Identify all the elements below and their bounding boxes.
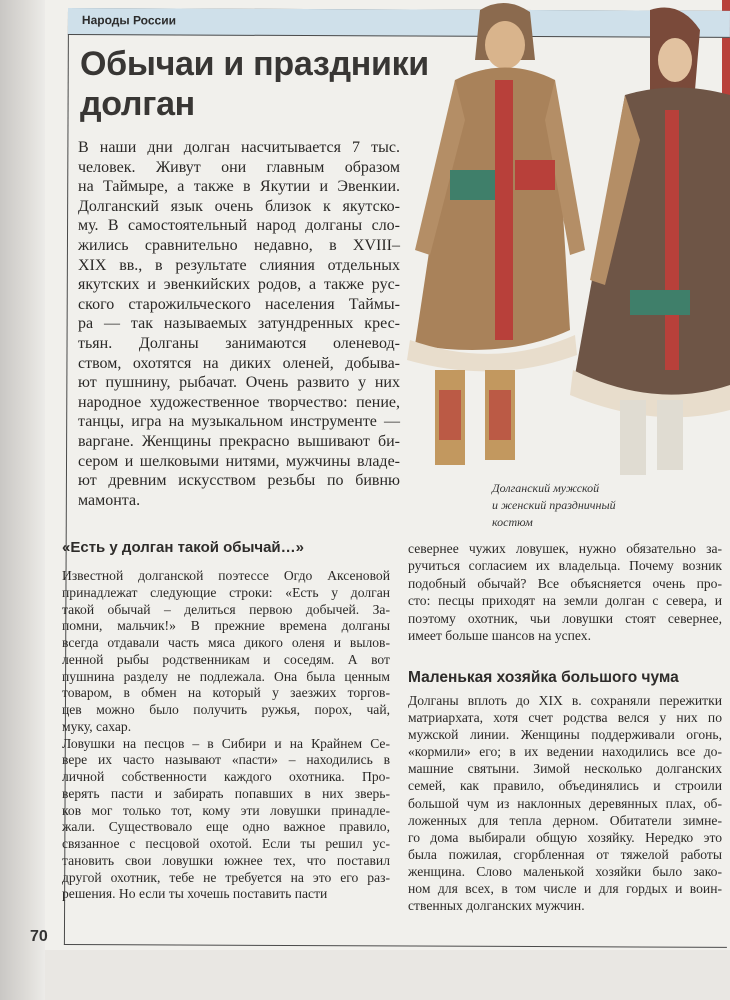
man-figure — [407, 3, 585, 465]
text-line: ют пушнину, рыбачат. Очень развито у них — [78, 374, 400, 392]
text-line: личной собственности каждого охотника. Про- — [62, 769, 390, 784]
text-line: му. В самостоятельный народ долганы сло- — [78, 217, 400, 235]
text-line: такой обычай – делиться первою добычей. За- — [62, 601, 390, 617]
text-line: связанное с песцовой охотой. Если ты решил ус- — [62, 836, 390, 851]
text-line: якутских и эвенкийских родов, а также рус- — [78, 276, 400, 294]
book-gutter — [0, 0, 45, 1000]
title-line: долган — [80, 85, 195, 123]
text-line: XIX вв., в результате слияния отдельных — [78, 256, 400, 274]
text-line: Долганский язык очень близок к якутско- — [78, 197, 400, 215]
text-line: тьян. Долганы занимаются оленевод- — [78, 334, 400, 352]
text-line: ра — так называемых затундренных крес- — [78, 315, 400, 333]
text-line: ручиться согласием их владельца. Почему возник — [408, 558, 722, 574]
text-line: всегда отдавали часть мяса дикого оленя и вылов- — [62, 635, 390, 650]
text-line: другой охотник, тебе не требуется на это его раз- — [62, 869, 390, 885]
text-line: варгане. Женщины прекрасно вышивают би- — [78, 432, 400, 450]
text-line: ложенных для тепла дерном. Обитатели зимне- — [408, 812, 722, 828]
text-line: женщина. Слово маленькой хозяйки было зако- — [408, 863, 722, 879]
text-line: помни, мальчик!» В прежние времена долганы — [62, 618, 390, 634]
caption-line: костюм — [492, 515, 533, 529]
page-title — [80, 44, 429, 124]
text-line: мамонта. — [78, 491, 141, 509]
caption-line: Долганский мужской — [492, 481, 600, 495]
text-line: жали. Существовало еще одно важное правило, — [62, 819, 390, 835]
text-line: ского старожильческого населения Таймы- — [78, 295, 400, 313]
text-line: ют древним искусством резьбы по бивню — [78, 472, 400, 490]
text-line: ленной рыбы родственникам и соседям. А вот — [62, 651, 390, 667]
text-line: ственных долганских мужчин. — [408, 898, 585, 914]
section-heading: Маленькая хозяйка большого чума — [408, 669, 679, 686]
section1-left-column — [62, 568, 390, 903]
text-line: «кормили» его; в их ведении находились все до- — [408, 744, 722, 760]
intro-paragraph — [78, 138, 400, 510]
caption-line: и женский праздничный — [492, 498, 616, 512]
text-line: сто: песцы приходят на земли долган с севера, и — [408, 593, 722, 609]
text-line: мужской линии. Женщины поддерживали огонь, — [408, 727, 722, 743]
text-line: товаром, в обмен на который у заезжих торгов- — [62, 685, 390, 701]
text-line: подобный обычай? Все объясняется очень про- — [408, 575, 722, 591]
text-line: севернее чужих ловушек, нужно обязательно за- — [408, 541, 722, 556]
text-line: муку, сахар. — [62, 718, 132, 734]
text-line: имеет больше шансов на успех. — [408, 628, 591, 644]
text-line: жились сравнительно недавно, в XVIII– — [78, 236, 400, 254]
text-line: верять пасти и забирать попавших в них зверь- — [62, 785, 390, 801]
text-line: принадлежат следующие строки: «Есть у долган — [62, 584, 390, 600]
text-line: танцы, игра на музыкальном инструменте — — [78, 413, 400, 431]
page-number: 70 — [30, 928, 48, 945]
costume-illustration — [395, 0, 730, 480]
text-line: сером и шелковыми нитями, мужчины владе- — [78, 452, 400, 470]
text-line: Известной долганской поэтессе Огдо Аксеновой — [62, 568, 390, 583]
woman-figure — [570, 8, 730, 476]
text-line: го дома выбирали общую хозяйку. Нередко это — [408, 829, 722, 845]
section-label: Народы России — [81, 13, 177, 28]
text-line: вере их часто называют «пасти» – находились в — [62, 752, 390, 768]
text-line: ном для всех, в том числе и для гордых и воин- — [408, 881, 722, 897]
text-line: большой чум из наклонных деревянных плах, об- — [408, 795, 722, 811]
text-line: цев можно было получить ружья, порох, чай, — [62, 702, 390, 717]
text-line: поэтому охотник, чьи ловушки стоят севернее, — [408, 610, 722, 626]
text-line: пушнина разделу не подлежала. Она была ценным — [62, 668, 390, 684]
text-line: человек. Живут они главным образом — [78, 158, 400, 176]
text-line: Долганы вплоть до XIX в. сохраняли пережитки — [408, 693, 722, 708]
text-line: машние святыни. Зимой несколько долганских — [408, 761, 722, 777]
text-line: ством, охотятся на диких оленей, добыва- — [78, 354, 400, 372]
title-line: Обычаи и праздники — [80, 45, 429, 83]
text-line: тановить свои ловушки южнее тех, что поставил — [62, 852, 390, 868]
text-line: В наши дни долган насчитывается 7 тыс. — [78, 139, 400, 156]
section2-paragraph — [408, 692, 722, 914]
text-line: Ловушки на песцов – в Сибири и на Крайнем Се- — [62, 735, 390, 751]
section1-right-column — [408, 540, 722, 644]
text-line: матриархата, хотя счет родства велся у них по — [408, 710, 722, 726]
text-line: ков мог только тот, кому эти ловушки принадле- — [62, 802, 390, 818]
text-line: решения. Но если ты хочешь поставить пасти — [62, 886, 328, 902]
text-line: была пожилая, сгорбленная от тяжелой работы — [408, 846, 722, 862]
section-heading: «Есть у долган такой обычай…» — [62, 539, 304, 556]
illustration-caption — [492, 480, 616, 531]
text-line: семей, как правило, объединялись и строили — [408, 778, 722, 794]
text-line: на Таймыре, а также в Якутии и Эвенкии. — [78, 178, 400, 196]
text-line: народное художественное творчество: пение, — [78, 393, 400, 411]
